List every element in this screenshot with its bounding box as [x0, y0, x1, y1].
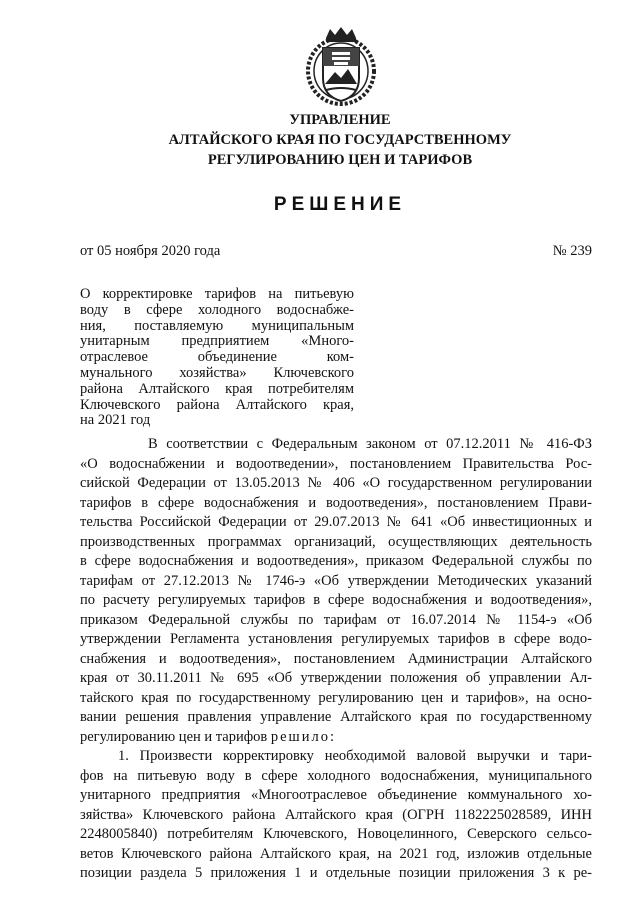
agency-line: РЕГУЛИРОВАНИЮ ЦЕН И ТАРИФОВ [207, 152, 473, 168]
body-line: В соответствии с Федеральным законом от 07.12.2011 № 416-ФЗ [148, 436, 592, 452]
document-date: от 05 ноября 2020 года [80, 243, 221, 259]
agency-line: АЛТАЙСКОГО КРАЯ ПО ГОСУДАРСТВЕННОМУ [168, 132, 512, 148]
body-line: края от 30.11.2011 № 695 «Об утверждении положения об управлении Ал- [80, 670, 592, 686]
body-line: сийской Федерации от 13.05.2013 № 406 «О государственном регулировании [80, 475, 592, 491]
body-line: тайского края по государственному регулированию цен и тарифов», на осно- [80, 689, 592, 706]
body-line: вании решения правления управление Алтайского края по государственному [80, 709, 592, 725]
body-line: тарифам от 27.12.2013 № 1746-э «Об утверждении Методических указаний [80, 572, 592, 589]
body-line: утверждении Регламента установления регулируемых тарифов в сфере водо- [80, 631, 592, 647]
body-line: «О водоснабжении и водоотведении», постановлением Правительства Рос- [80, 455, 592, 472]
coat-of-arms-icon [304, 26, 378, 108]
subject-line: Ключевского района Алтайского края, [80, 396, 354, 413]
document-subject [80, 287, 354, 429]
closing-text: регулированию цен и тарифов [80, 728, 271, 745]
item-line: 2248005840) потребителям Ключевского, Новоцелинного, Северского сельсо- [80, 826, 592, 842]
body-line: в сфере водоснабжения и водоотведения», приказом Федеральной службы по [80, 553, 592, 569]
subject-line: ния, поставляемую муниципальным [80, 317, 354, 334]
body-line: тельства Российской Федерации от 29.07.2013 № 641 «Об инвестиционных и [80, 514, 592, 530]
body-line: тарифов в сфере водоснабжения и водоотведения», постановлением Прави- [80, 494, 592, 511]
subject-line: отраслевое объединение ком- [80, 349, 354, 366]
resolved-word: решило: [270, 728, 336, 745]
item-line: 1. Произвести корректировку необходимой валовой выручки и тари- [118, 748, 592, 764]
subject-line: О корректировке тарифов на питьевую [80, 286, 354, 302]
item-line: унитарного предприятия «Многоотраслевое объединение коммунального хо- [80, 787, 592, 803]
body-line: производственных программах организаций, осуществляющих деятельность [80, 533, 592, 550]
body-line [80, 728, 592, 748]
subject-line: воду в сфере холодного водоснабже- [80, 301, 354, 318]
document-body [80, 435, 592, 884]
body-line: приказом Федеральной службы по тарифам от 16.07.2014 № 1154-э «Об [80, 611, 592, 628]
subject-line: на 2021 год [80, 412, 151, 429]
agency-line: УПРАВЛЕНИЕ [289, 112, 391, 128]
item-line: фов на питьевую воду в сфере холодного водоснабжения, муниципального [80, 767, 592, 784]
body-line: снабжения и водоотведения», постановлением Администрации Алтайского [80, 650, 592, 667]
item-line: зяйства» Ключевского района Алтайского края (ОГРН 1182225028589, ИНН [80, 806, 592, 823]
agency-name [90, 110, 590, 170]
item-line: ветов Ключевского района Алтайского края, на 2021 год, изложив отдельные [80, 845, 592, 862]
subject-line: района Алтайского края потребителям [80, 380, 354, 397]
subject-line: мунального хозяйства» Ключевского [80, 364, 354, 381]
document-number: № 239 [552, 243, 592, 259]
body-line: по расчету регулируемых тарифов в сфере водоснабжения и водоотведения», [80, 592, 592, 608]
document-title: РЕШЕНИЕ [273, 194, 407, 215]
subject-line: унитарным предприятием «Много- [80, 333, 354, 350]
item-line: позиции раздела 5 приложения 1 и отдельные позиции приложения 3 к ре- [80, 865, 592, 881]
